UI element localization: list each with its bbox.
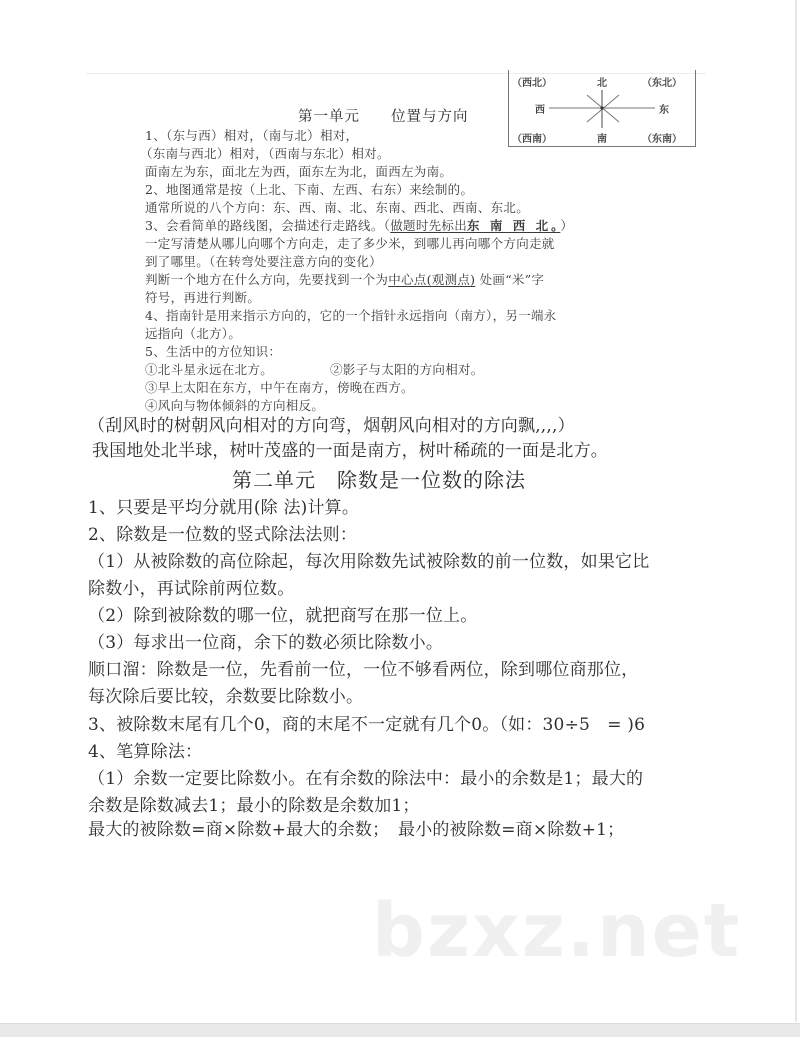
unit1-line: 符号，再进行判断。 (145, 290, 261, 305)
viewer-bottom-edge (0, 1023, 800, 1037)
unit1-line: ④风向与物体倾斜的方向相反。 (145, 398, 325, 413)
unit1-line9-text: 判断一个地方在什么方向，先要找到一个为 (145, 272, 389, 287)
compass-n-label: 北 (597, 78, 607, 89)
unit2-line: （1）从被除数的高位除起，每次用除数先试被除数的前一位数，如果它比 (88, 552, 650, 572)
center-point-term: 中心点(观测点) (388, 272, 476, 287)
unit2-line: 3、被除数末尾有几个0，商的末尾不一定就有几个0。（如：30÷5 = )6 (88, 715, 646, 735)
unit1-line: 远指向（北方）。 (145, 326, 242, 341)
unit2-line: 4、笔算除法： (88, 742, 203, 762)
compass-sw-label: （西南） (512, 134, 552, 145)
unit2-line: 顺口溜：除数是一位，先看前一位，一位不够看两位，除到哪位商那位， (88, 660, 639, 680)
unit1-line: 我国地处北半球，树叶茂盛的一面是南方，树叶稀疏的一面是北方。 (92, 441, 608, 461)
unit2-line: 余数是除数减去1；最小的除数是余数加1； (88, 796, 420, 816)
unit1-line: 2、地图通常是按（上北、下南、左西、右东）来绘制的。 (145, 182, 474, 197)
unit2-line: （1）余数一定要比除数小。在有余数的除法中：最小的余数是1；最大的 (88, 769, 644, 789)
unit2-line: （2）除到被除数的哪一位，就把商写在那一位上。 (88, 606, 478, 626)
unit1-line: 一定写清楚从哪儿向哪个方向走，走了多少米，到哪儿再向哪个方向走就 (145, 236, 555, 251)
compass-e-label: 东 (659, 105, 669, 116)
underlined-hint: 做题时先标出 (390, 218, 468, 233)
unit1-line: 5、生活中的方位知识： (145, 344, 282, 359)
unit1-line: ②影子与太阳的方向相对。 (330, 362, 484, 377)
watermark: bzxz.net (372, 888, 742, 974)
compass-nw-label: （西北） (512, 78, 552, 89)
unit1-line: （刮风时的树朝风向相对的方向弯，烟朝风向相对的方向飘,,,,） (88, 416, 575, 436)
unit2-line: 除数小，再试除前两位数。 (88, 579, 295, 599)
compass-ne-label: （东北） (642, 78, 682, 89)
unit1-title: 第一单元 位置与方向 (298, 109, 469, 125)
compass-diagram (508, 70, 696, 147)
unit1-line: 1、（东与西）相对，（南与北）相对， (145, 128, 359, 143)
bold-directions: 东 南 西 北。 (467, 218, 561, 233)
unit1-line: ③早上太阳在东方，中午在南方，傍晚在西方。 (145, 380, 414, 395)
compass-w-label: 西 (535, 105, 545, 116)
unit2-line: 最大的被除数=商×除数+最大的余数； 最小的被除数=商×除数+1； (88, 820, 625, 840)
unit1-line: 通常所说的八个方向：东、西、南、北、东南、西北、西南、东北。 (145, 200, 530, 215)
unit1-line: ①北斗星永远在北方。 (145, 362, 274, 377)
unit1-line: （东南与西北）相对，（西南与东北）相对。 (140, 146, 390, 161)
unit1-line (145, 216, 573, 234)
unit2-line: 2、除数是一位数的竖式除法法则： (88, 525, 358, 545)
unit1-line: 4、指南针是用来指示方向的，它的一个指针永远指向（南方），另一端永 (145, 308, 557, 323)
unit1-line9-post: 处画“米”字 (475, 272, 545, 287)
unit1-line6-close: ） (560, 218, 574, 233)
compass-s-label: 南 (597, 134, 607, 145)
unit1-line: 面南左为东，面北左为西，面东左为北，面西左为南。 (145, 164, 453, 179)
unit1-line6-text: 3、会看简单的路线图，会描述行走路线。（ (145, 218, 391, 233)
unit1-line: 到了哪里。（在转弯处要注意方向的变化） (145, 254, 382, 269)
unit2-title: 第二单元 除数是一位数的除法 (232, 468, 526, 492)
unit2-line: 每次除后要比较，余数要比除数小。 (88, 687, 364, 707)
compass-se-label: （东南） (642, 134, 682, 145)
unit2-line: 1、只要是平均分就用(除 法)计算。 (88, 498, 360, 518)
unit2-line: （3）每求出一位商，余下的数必须比除数小。 (88, 633, 444, 653)
unit1-line (145, 270, 544, 288)
